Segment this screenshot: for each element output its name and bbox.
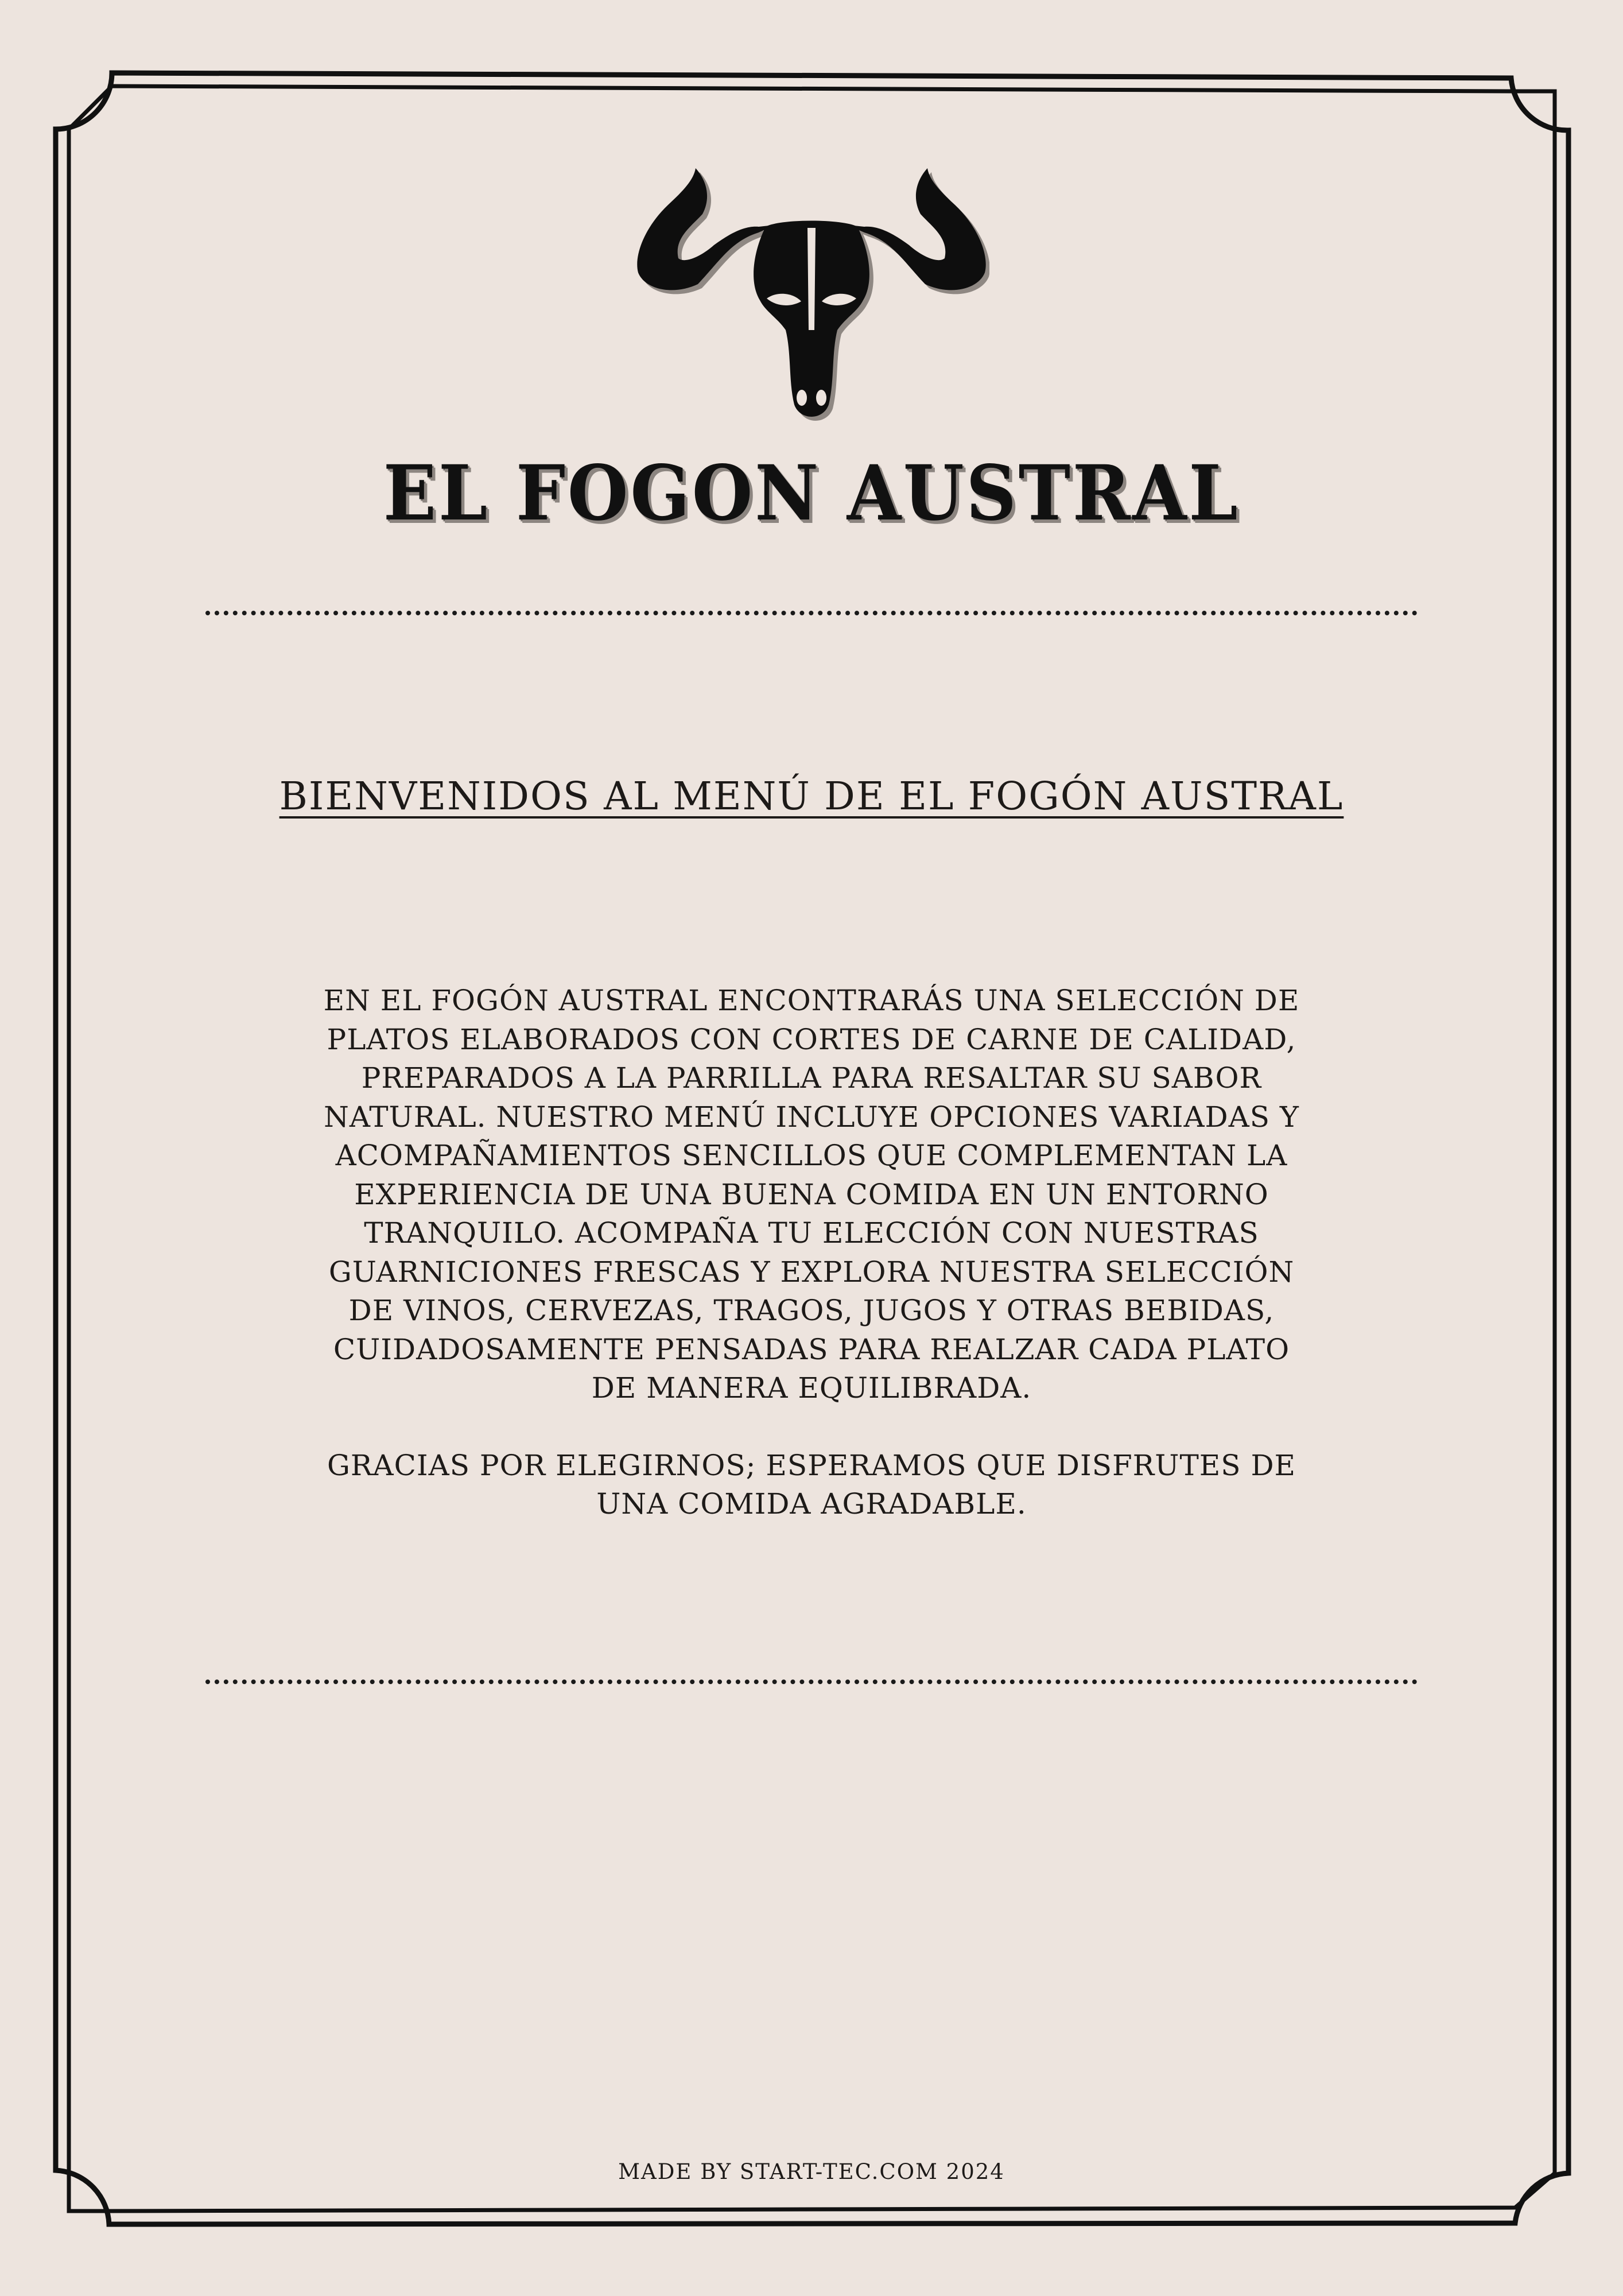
welcome-title: BIENVENIDOS AL MENÚ DE EL FOGÓN AUSTRAL — [279, 774, 1344, 819]
thanks-paragraph: GRACIAS POR ELEGIRNOS; ESPERAMOS QUE DISFRUTES DE UNA COMIDA AGRADABLE. — [327, 1448, 1296, 1521]
footer-credit: MADE BY START-TEC.COM 2024 — [618, 2159, 1005, 2184]
bull-skull-logo — [634, 164, 989, 433]
brand-title: EL FOGON AUSTRAL — [383, 449, 1240, 538]
bottom-dotted-divider — [205, 1680, 1418, 1684]
intro-paragraph: EN EL FOGÓN AUSTRAL ENCONTRARÁS UNA SELECCIÓN DE PLATOS ELABORADOS CON CORTES DE CARNE DE CALIDAD, PREPARADOS A LA PARRILLA PARA RESALTAR SU SABOR NATURAL. NUESTRO MENÚ INCLUYE OPCIONES VARIADAS Y ACOMPAÑAMIENTOS SENCILLOS QUE COMPLEMENTAN LA EXPERIENCIA DE UNA BUENA COMIDA EN UN ENTORNO TRANQUILO. ACOMPAÑA TU ELECCIÓN CON NUESTRAS GUARNICIONES FRESCAS Y EXPLORA NUESTRA SELECCIÓN DE VINOS, CERVEZAS, TRAGOS, JUGOS Y OTRAS BEBIDAS, CUIDADOSAMENTE PENSADAS PARA REALZAR CADA PLATO DE MANERA EQUILIBRADA. — [323, 984, 1300, 1405]
intro-text — [310, 982, 1313, 1524]
bull-skull-icon — [634, 164, 989, 433]
top-dotted-divider — [205, 611, 1418, 615]
